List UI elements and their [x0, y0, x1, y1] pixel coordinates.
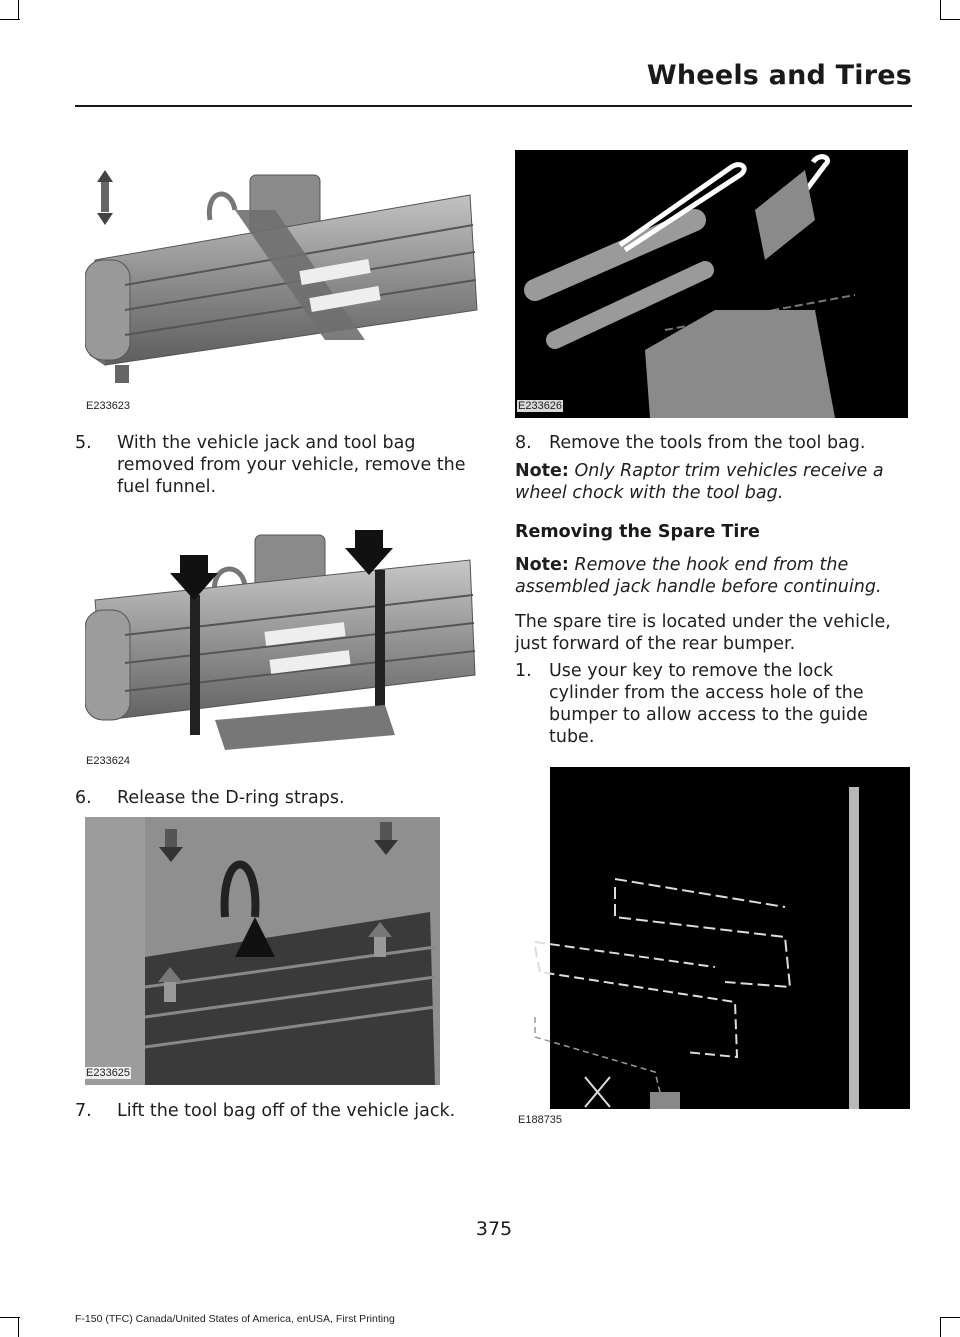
step-number: 1.	[515, 661, 532, 681]
figure-code-label: E233623	[86, 400, 131, 412]
footer-text: F-150 (TFC) Canada/United States of America, enUSA, First Printing	[75, 1313, 395, 1325]
figure-jack-straps	[85, 515, 480, 770]
step-text: Release the D-ring straps.	[117, 788, 345, 808]
note-text: Only Raptor trim vehicles receive a wheel chock with the tool bag.	[515, 461, 884, 503]
step-number: 6.	[75, 788, 92, 808]
crop-mark-top-right	[940, 0, 941, 20]
step-1	[515, 660, 910, 750]
crop-mark-bottom-left-h	[0, 1317, 20, 1318]
step-7	[75, 1100, 485, 1124]
section-heading: Removing the Spare Tire	[515, 522, 760, 542]
figure-tool-bag-lift	[85, 817, 440, 1085]
step-8	[515, 432, 915, 456]
crop-mark-bottom-left	[18, 1317, 19, 1337]
step-text: Remove the tools from the tool bag.	[549, 433, 866, 453]
step-text: With the vehicle jack and tool bag removed from your vehicle, remove the fuel funnel.	[117, 433, 466, 497]
crop-mark-top-left	[18, 0, 19, 20]
step-6	[75, 787, 475, 811]
crop-mark-top-right-h	[940, 19, 960, 20]
note-label: Note:	[515, 555, 569, 575]
figure-tools	[515, 150, 908, 418]
step-number: 5.	[75, 433, 92, 453]
step-number: 8.	[515, 433, 532, 453]
note-hook-end	[515, 554, 905, 598]
up-down-arrow-icon	[97, 170, 113, 225]
figure-code-label: E233625	[86, 1067, 131, 1079]
crop-mark-bottom-right	[940, 1317, 941, 1337]
note-text: Remove the hook end from the assembled jack handle before continuing.	[515, 555, 882, 597]
figure-code-label: E233626	[518, 400, 563, 412]
page-title: Wheels and Tires	[646, 60, 912, 91]
note-label: Note:	[515, 461, 569, 481]
crop-mark-top-left-h	[0, 19, 20, 20]
down-arrow-icon	[345, 530, 393, 575]
figure-code-label: E188735	[518, 1114, 563, 1126]
step-number: 7.	[75, 1101, 92, 1121]
figure-guide-tube	[515, 767, 910, 1129]
figure-jack-tool-bag	[85, 150, 480, 415]
figure-code-label: E233624	[86, 755, 131, 767]
header-divider	[75, 105, 912, 107]
step-text: Lift the tool bag off of the vehicle jack.	[117, 1101, 456, 1121]
step-5	[75, 432, 475, 502]
spare-tire-location-paragraph: The spare tire is located under the vehicle, just forward of the rear bumper.	[515, 612, 891, 654]
page-number: 375	[475, 1218, 513, 1240]
note-raptor	[515, 460, 905, 504]
step-text: Use your key to remove the lock cylinder from the access hole of the bumper to allow access to the guide tube.	[549, 661, 868, 747]
crop-mark-bottom-right-h	[940, 1317, 960, 1318]
